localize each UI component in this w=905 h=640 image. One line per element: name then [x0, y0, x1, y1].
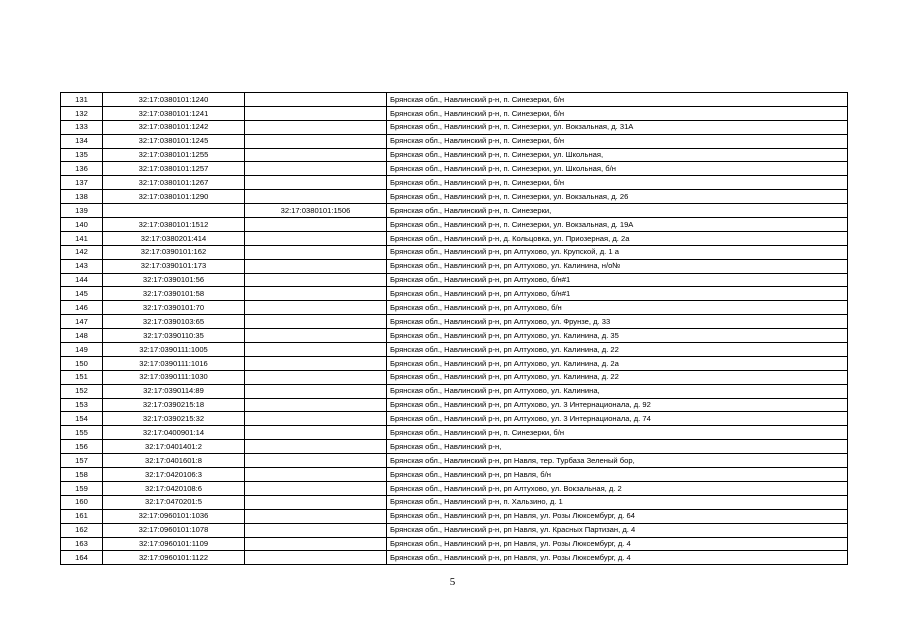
table-row — [61, 440, 848, 454]
table-row — [61, 162, 848, 176]
secondary-cadastral-number-cell — [245, 176, 387, 190]
row-number-cell: 149 — [61, 343, 103, 357]
table-body — [61, 93, 848, 565]
address-cell: Брянская обл., Навлинский р-н, рп Алтухово, ул. Фрунзе, д. 33 — [387, 315, 848, 329]
secondary-cadastral-number-cell — [245, 356, 387, 370]
address-cell: Брянская обл., Навлинский р-н, рп Алтухово, ул. 3 Интернационала, д. 92 — [387, 398, 848, 412]
address-cell: Брянская обл., Навлинский р-н, п. Синезерки, б/н — [387, 93, 848, 107]
row-number-cell: 137 — [61, 176, 103, 190]
secondary-cadastral-number-cell — [245, 481, 387, 495]
table-row — [61, 231, 848, 245]
secondary-cadastral-number-cell — [245, 301, 387, 315]
address-cell: Брянская обл., Навлинский р-н, рп Алтухово, ул. Калинина, — [387, 384, 848, 398]
address-cell: Брянская обл., Навлинский р-н, п. Синезерки, ул. Вокзальная, д. 26 — [387, 190, 848, 204]
row-number-cell: 155 — [61, 426, 103, 440]
row-number-cell: 157 — [61, 454, 103, 468]
secondary-cadastral-number-cell — [245, 162, 387, 176]
cadastral-number-cell: 32:17:0390101:162 — [103, 245, 245, 259]
row-number-cell: 141 — [61, 231, 103, 245]
row-number-cell: 160 — [61, 495, 103, 509]
row-number-cell: 144 — [61, 273, 103, 287]
table-row — [61, 412, 848, 426]
address-cell: Брянская обл., Навлинский р-н, п. Хальзино, д. 1 — [387, 495, 848, 509]
secondary-cadastral-number-cell — [245, 259, 387, 273]
secondary-cadastral-number-cell — [245, 329, 387, 343]
cadastral-number-cell: 32:17:0380101:1512 — [103, 218, 245, 232]
address-cell: Брянская обл., Навлинский р-н, рп Навля, ул. Розы Люксембург, д. 4 — [387, 537, 848, 551]
address-cell: Брянская обл., Навлинский р-н, д. Кольцовка, ул. Приозерная, д. 2а — [387, 231, 848, 245]
cadastral-number-cell: 32:17:0401601:8 — [103, 454, 245, 468]
address-cell: Брянская обл., Навлинский р-н, рп Алтухово, ул. 3 Интернационала, д. 74 — [387, 412, 848, 426]
cadastral-number-cell: 32:17:0390101:70 — [103, 301, 245, 315]
address-cell: Брянская обл., Навлинский р-н, рп Алтухово, ул. Калинина, д. 35 — [387, 329, 848, 343]
address-cell: Брянская обл., Навлинский р-н, п. Синезерки, ул. Вокзальная, д. 31А — [387, 120, 848, 134]
cadastral-number-cell: 32:17:0960101:1036 — [103, 509, 245, 523]
address-cell: Брянская обл., Навлинский р-н, п. Синезерки, ул. Школьная, б/н — [387, 162, 848, 176]
table-row — [61, 343, 848, 357]
secondary-cadastral-number-cell — [245, 315, 387, 329]
table-row — [61, 523, 848, 537]
cadastral-number-cell: 32:17:0960101:1109 — [103, 537, 245, 551]
table-row — [61, 384, 848, 398]
cadastral-number-cell: 32:17:0390103:65 — [103, 315, 245, 329]
secondary-cadastral-number-cell — [245, 537, 387, 551]
row-number-cell: 153 — [61, 398, 103, 412]
secondary-cadastral-number-cell — [245, 287, 387, 301]
table-row — [61, 329, 848, 343]
table-row — [61, 509, 848, 523]
row-number-cell: 151 — [61, 370, 103, 384]
row-number-cell: 147 — [61, 315, 103, 329]
row-number-cell: 146 — [61, 301, 103, 315]
cadastral-number-cell: 32:17:0380101:1240 — [103, 93, 245, 107]
cadastral-number-cell: 32:17:0380101:1242 — [103, 120, 245, 134]
table-row — [61, 315, 848, 329]
address-cell: Брянская обл., Навлинский р-н, рп Алтухово, ул. Калинина, д. 22 — [387, 343, 848, 357]
cadastral-number-cell: 32:17:0390114:89 — [103, 384, 245, 398]
table-row — [61, 301, 848, 315]
row-number-cell: 134 — [61, 134, 103, 148]
row-number-cell: 140 — [61, 218, 103, 232]
row-number-cell: 161 — [61, 509, 103, 523]
cadastral-number-cell: 32:17:0960101:1122 — [103, 551, 245, 565]
secondary-cadastral-number-cell — [245, 384, 387, 398]
address-cell: Брянская обл., Навлинский р-н, рп Алтухово, ул. Крупской, д. 1 а — [387, 245, 848, 259]
table-row — [61, 204, 848, 218]
address-cell: Брянская обл., Навлинский р-н, рп Алтухово, ул. Вокзальная, д. 2 — [387, 481, 848, 495]
address-cell: Брянская обл., Навлинский р-н, — [387, 440, 848, 454]
row-number-cell: 132 — [61, 106, 103, 120]
table-row — [61, 245, 848, 259]
secondary-cadastral-number-cell — [245, 245, 387, 259]
row-number-cell: 163 — [61, 537, 103, 551]
cadastral-registry-table — [60, 92, 848, 565]
table-row — [61, 454, 848, 468]
table-row — [61, 218, 848, 232]
secondary-cadastral-number-cell — [245, 148, 387, 162]
address-cell: Брянская обл., Навлинский р-н, рп Алтухово, ул. Калинина, н/о№ — [387, 259, 848, 273]
table-row — [61, 495, 848, 509]
secondary-cadastral-number-cell — [245, 343, 387, 357]
table-row — [61, 259, 848, 273]
cadastral-number-cell: 32:17:0380101:1255 — [103, 148, 245, 162]
secondary-cadastral-number-cell: 32:17:0380101:1506 — [245, 204, 387, 218]
row-number-cell: 143 — [61, 259, 103, 273]
cadastral-number-cell: 32:17:0390215:32 — [103, 412, 245, 426]
cadastral-number-cell: 32:17:0380201:414 — [103, 231, 245, 245]
row-number-cell: 133 — [61, 120, 103, 134]
address-cell: Брянская обл., Навлинский р-н, рп Алтухово, ул. Калинина, д. 22 — [387, 370, 848, 384]
table-row — [61, 426, 848, 440]
table-row — [61, 93, 848, 107]
row-number-cell: 139 — [61, 204, 103, 218]
table-row — [61, 370, 848, 384]
address-cell: Брянская обл., Навлинский р-н, п. Синезерки, — [387, 204, 848, 218]
row-number-cell: 158 — [61, 468, 103, 482]
secondary-cadastral-number-cell — [245, 273, 387, 287]
row-number-cell: 142 — [61, 245, 103, 259]
cadastral-number-cell: 32:17:0390215:18 — [103, 398, 245, 412]
address-cell: Брянская обл., Навлинский р-н, рп Алтухово, б/н#1 — [387, 273, 848, 287]
secondary-cadastral-number-cell — [245, 495, 387, 509]
cadastral-number-cell: 32:17:0390101:56 — [103, 273, 245, 287]
cadastral-number-cell: 32:17:0401401:2 — [103, 440, 245, 454]
secondary-cadastral-number-cell — [245, 93, 387, 107]
cadastral-number-cell — [103, 204, 245, 218]
secondary-cadastral-number-cell — [245, 412, 387, 426]
row-number-cell: 159 — [61, 481, 103, 495]
address-cell: Брянская обл., Навлинский р-н, п. Синезерки, б/н — [387, 106, 848, 120]
table-row — [61, 287, 848, 301]
address-cell: Брянская обл., Навлинский р-н, рп Навля, ул. Розы Люксембург, д. 64 — [387, 509, 848, 523]
table-row — [61, 190, 848, 204]
cadastral-number-cell: 32:17:0380101:1245 — [103, 134, 245, 148]
secondary-cadastral-number-cell — [245, 426, 387, 440]
secondary-cadastral-number-cell — [245, 370, 387, 384]
table-row — [61, 537, 848, 551]
table-row — [61, 356, 848, 370]
address-cell: Брянская обл., Навлинский р-н, рп Навля, б/н — [387, 468, 848, 482]
cadastral-number-cell: 32:17:0390111:1016 — [103, 356, 245, 370]
cadastral-number-cell: 32:17:0390111:1030 — [103, 370, 245, 384]
table-row — [61, 398, 848, 412]
row-number-cell: 150 — [61, 356, 103, 370]
address-cell: Брянская обл., Навлинский р-н, п. Синезерки, ул. Школьная, — [387, 148, 848, 162]
cadastral-number-cell: 32:17:0960101:1078 — [103, 523, 245, 537]
secondary-cadastral-number-cell — [245, 398, 387, 412]
address-cell: Брянская обл., Навлинский р-н, рп Алтухово, ул. Калинина, д. 2а — [387, 356, 848, 370]
table-row — [61, 176, 848, 190]
row-number-cell: 156 — [61, 440, 103, 454]
page-number: 5 — [449, 576, 456, 588]
cadastral-number-cell: 32:17:0390101:58 — [103, 287, 245, 301]
secondary-cadastral-number-cell — [245, 134, 387, 148]
row-number-cell: 162 — [61, 523, 103, 537]
secondary-cadastral-number-cell — [245, 120, 387, 134]
secondary-cadastral-number-cell — [245, 440, 387, 454]
row-number-cell: 135 — [61, 148, 103, 162]
cadastral-number-cell: 32:17:0420108:6 — [103, 481, 245, 495]
table-row — [61, 106, 848, 120]
table-row — [61, 273, 848, 287]
cadastral-number-cell: 32:17:0390111:1005 — [103, 343, 245, 357]
table-row — [61, 120, 848, 134]
address-cell: Брянская обл., Навлинский р-н, рп Алтухово, б/н — [387, 301, 848, 315]
cadastral-number-cell: 32:17:0420106:3 — [103, 468, 245, 482]
secondary-cadastral-number-cell — [245, 231, 387, 245]
cadastral-number-cell: 32:17:0380101:1267 — [103, 176, 245, 190]
secondary-cadastral-number-cell — [245, 523, 387, 537]
secondary-cadastral-number-cell — [245, 190, 387, 204]
row-number-cell: 145 — [61, 287, 103, 301]
address-cell: Брянская обл., Навлинский р-н, рп Навля, тер. Турбаза Зеленый бор, — [387, 454, 848, 468]
row-number-cell: 136 — [61, 162, 103, 176]
cadastral-number-cell: 32:17:0470201:5 — [103, 495, 245, 509]
secondary-cadastral-number-cell — [245, 218, 387, 232]
cadastral-number-cell: 32:17:0390110:35 — [103, 329, 245, 343]
address-cell: Брянская обл., Навлинский р-н, рп Алтухово, б/н#1 — [387, 287, 848, 301]
address-cell: Брянская обл., Навлинский р-н, п. Синезерки, б/н — [387, 426, 848, 440]
row-number-cell: 138 — [61, 190, 103, 204]
row-number-cell: 152 — [61, 384, 103, 398]
cadastral-number-cell: 32:17:0400901:14 — [103, 426, 245, 440]
address-cell: Брянская обл., Навлинский р-н, п. Синезерки, ул. Вокзальная, д. 19А — [387, 218, 848, 232]
row-number-cell: 154 — [61, 412, 103, 426]
cadastral-number-cell: 32:17:0380101:1241 — [103, 106, 245, 120]
address-cell: Брянская обл., Навлинский р-н, п. Синезерки, б/н — [387, 176, 848, 190]
cadastral-number-cell: 32:17:0390101:173 — [103, 259, 245, 273]
secondary-cadastral-number-cell — [245, 106, 387, 120]
table-row — [61, 134, 848, 148]
row-number-cell: 148 — [61, 329, 103, 343]
row-number-cell: 131 — [61, 93, 103, 107]
address-cell: Брянская обл., Навлинский р-н, рп Навля, ул. Красных Партизан, д. 4 — [387, 523, 848, 537]
row-number-cell: 164 — [61, 551, 103, 565]
address-cell: Брянская обл., Навлинский р-н, рп Навля, ул. Розы Люксембург, д. 4 — [387, 551, 848, 565]
table-row — [61, 551, 848, 565]
secondary-cadastral-number-cell — [245, 454, 387, 468]
secondary-cadastral-number-cell — [245, 509, 387, 523]
table-row — [61, 481, 848, 495]
table-row — [61, 468, 848, 482]
cadastral-number-cell: 32:17:0380101:1290 — [103, 190, 245, 204]
cadastral-number-cell: 32:17:0380101:1257 — [103, 162, 245, 176]
secondary-cadastral-number-cell — [245, 551, 387, 565]
address-cell: Брянская обл., Навлинский р-н, п. Синезерки, б/н — [387, 134, 848, 148]
secondary-cadastral-number-cell — [245, 468, 387, 482]
table-row — [61, 148, 848, 162]
